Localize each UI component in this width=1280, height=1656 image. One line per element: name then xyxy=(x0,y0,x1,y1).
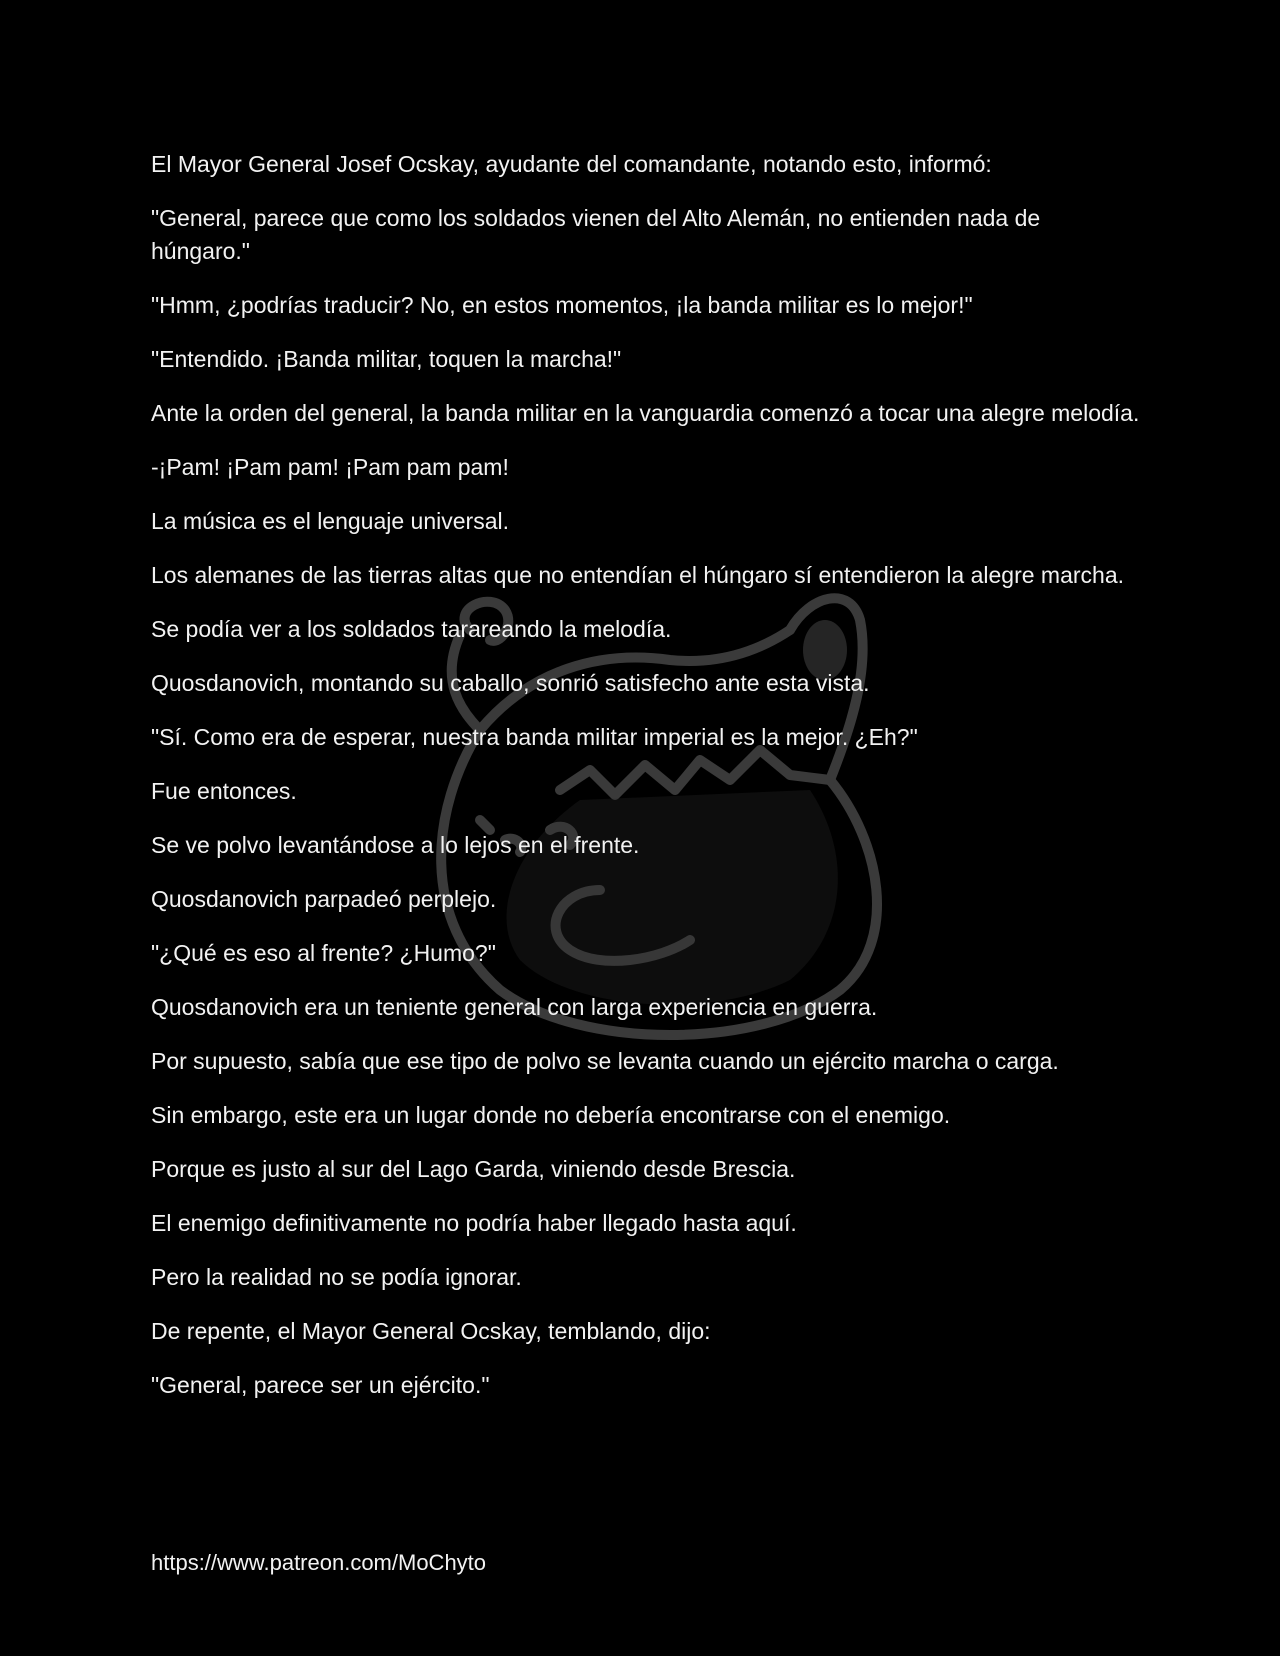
patreon-link[interactable]: https://www.patreon.com/MoChyto xyxy=(151,1550,487,1575)
paragraph: -¡Pam! ¡Pam pam! ¡Pam pam pam! xyxy=(151,454,509,480)
paragraph: "General, parece ser un ejército." xyxy=(151,1372,490,1398)
paragraph: Ante la orden del general, la banda militar en la vanguardia comenzó a tocar una alegre melodía. xyxy=(151,400,1140,426)
paragraph: Sin embargo, este era un lugar donde no debería encontrarse con el enemigo. xyxy=(151,1102,951,1128)
document-body xyxy=(151,148,1141,1423)
paragraph: "¿Qué es eso al frente? ¿Humo?" xyxy=(151,940,496,966)
paragraph: "Hmm, ¿podrías traducir? No, en estos momentos, ¡la banda militar es lo mejor!" xyxy=(151,292,973,318)
paragraph: "General, parece que como los soldados vienen del Alto Alemán, no entienden nada de húngaro." xyxy=(151,205,1041,264)
paragraph: Pero la realidad no se podía ignorar. xyxy=(151,1264,522,1290)
paragraph: Quosdanovich, montando su caballo, sonrió satisfecho ante esta vista. xyxy=(151,670,870,696)
paragraph: "Entendido. ¡Banda militar, toquen la marcha!" xyxy=(151,346,622,372)
paragraph: Quosdanovich era un teniente general con larga experiencia en guerra. xyxy=(151,994,878,1020)
paragraph: Se ve polvo levantándose a lo lejos en el frente. xyxy=(151,832,640,858)
paragraph: Se podía ver a los soldados tarareando la melodía. xyxy=(151,616,672,642)
paragraph: Porque es justo al sur del Lago Garda, viniendo desde Brescia. xyxy=(151,1156,796,1182)
paragraph: Quosdanovich parpadeó perplejo. xyxy=(151,886,497,912)
paragraph: La música es el lenguaje universal. xyxy=(151,508,509,534)
paragraph: De repente, el Mayor General Ocskay, temblando, dijo: xyxy=(151,1318,711,1344)
paragraph: El enemigo definitivamente no podría haber llegado hasta aquí. xyxy=(151,1210,797,1236)
paragraph: Por supuesto, sabía que ese tipo de polvo se levanta cuando un ejército marcha o carga. xyxy=(151,1048,1059,1074)
paragraph: Los alemanes de las tierras altas que no entendían el húngaro sí entendieron la alegre marcha. xyxy=(151,562,1125,588)
paragraph: Fue entonces. xyxy=(151,778,297,804)
paragraph: El Mayor General Josef Ocskay, ayudante del comandante, notando esto, informó: xyxy=(151,151,992,177)
paragraph: "Sí. Como era de esperar, nuestra banda militar imperial es la mejor. ¿Eh?" xyxy=(151,724,918,750)
